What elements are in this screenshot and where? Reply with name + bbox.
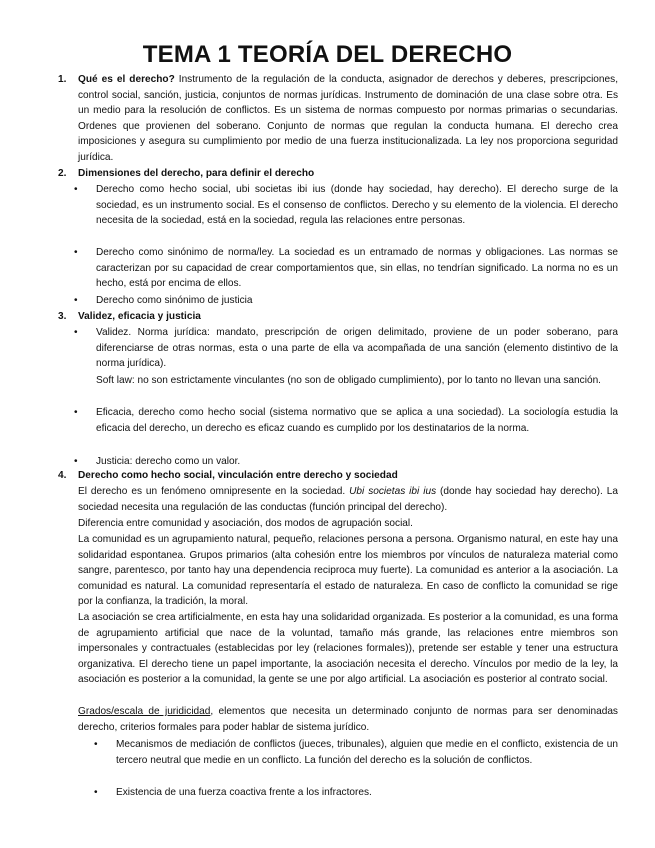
bullet-item [74, 293, 618, 309]
section-number: 4. [58, 470, 67, 481]
paragraph: Diferencia entre comunidad y asociación, dos modos de agrupación social. [78, 518, 413, 529]
bullet-icon: • [74, 247, 78, 258]
softlaw-text: Soft law: no son estrictamente vinculantes (no son de obligado cumplimiento), por lo tanto no llevan una sanción. [96, 375, 601, 386]
section-number: 3. [58, 311, 67, 322]
bullet-icon: • [74, 407, 78, 418]
bullet-item [94, 737, 618, 768]
latin-phrase: Ubi societas ibi ius [349, 486, 437, 497]
softlaw-note [96, 373, 618, 389]
document-title: TEMA 1 TEORÍA DEL DERECHO [142, 41, 513, 68]
paragraph-text: (donde hay sociedad hay derecho). La sociedad necesita una regulación de las conductas (función principal del derecho). [78, 486, 618, 513]
bullet-item [94, 785, 618, 801]
bullet-text: Validez. Norma jurídica: mandato, prescripción de origen delimitado, proviene de un poder soberano, para diferenciarse de otras normas, esta o una parte de ella va acompañada de una sanción (elemento distintivo de la norma jurídica). [96, 327, 618, 370]
bullet-icon: • [74, 456, 78, 467]
bullet-text: Mecanismos de mediación de conflictos (jueces, tribunales), alguien que medie en el conflicto, existencia de un tercero neutral que medie en un conflicto. La función del derecho es la solución de conflictos. [116, 739, 618, 766]
bullet-text: Existencia de una fuerza coactiva frente a los infractores. [116, 787, 372, 798]
bullet-icon: • [94, 739, 98, 750]
bullet-item [74, 182, 618, 229]
paragraph: La asociación se crea artificialmente, en esta hay una solidaridad organizada. Es posterior a la comunidad, es una forma de agrupamiento artificial que nace de la voluntad, tamaño más grande, las relaciones entre miembros son impersonales y contractuales (establecidas por ley (relaciones formales)), pretende ser estable y tener una estructura organizativa. El derecho tiene un papel importante, la asociación necesita el derecho. Vínculos por medio de la ley, la asociación es posterior a la comunidad, la gente se une por algo artificial. La asociación es posterior al contrato social. [78, 612, 618, 686]
bullet-text: Eficacia, derecho como hecho social (sistema normativo que se aplica a una sociedad). La sociología estudia la eficacia del derecho, un derecho es eficaz cuando es cumplido por los destinatarios de la norma. [96, 407, 618, 434]
paragraph [78, 704, 618, 735]
section-heading: Validez, eficacia y justicia [78, 311, 201, 322]
bullet-item [74, 405, 618, 436]
bullet-item [74, 325, 618, 372]
bullet-text: Derecho como sinónimo de justicia [96, 295, 253, 306]
section-heading: Derecho como hecho social, vinculación entre derecho y sociedad [78, 470, 398, 481]
section-1-text: Instrumento de la regulación de la conducta, asignador de derechos y deberes, prescripciones, control social, sanción, justicia, conjuntos de normas jurídicas. Instrumento de dominación de una clase sobre otra. Es un medio para la resolución de conflictos. Es un sistema de normas compuesto por normas primarias o secundarias. Ordenes que provienen del soberano. Conjunto de normas que regulan la conducta humana. El derecho crea imposiciones y asegura su cumplimiento por medio de una fuerza institucionalizada. La ley nos proporciona seguridad jurídica. [78, 74, 619, 163]
section-1-body [78, 72, 618, 166]
bullet-item [74, 245, 618, 292]
bullet-text: Derecho como hecho social, ubi societas ibi ius (donde hay sociedad, hay derecho). El derecho surge de la sociedad, es un instrumento social. Es el consenso de conflictos. Derecho y su elemento de la violencia. El derecho necesita de la sociedad, está en la sociedad, regula las relaciones entre personas. [96, 184, 618, 227]
bullet-text: Justicia: derecho como un valor. [96, 456, 241, 467]
bullet-icon: • [94, 787, 98, 798]
bullet-icon: • [74, 184, 78, 195]
section-1-lead: Qué es el derecho? [78, 74, 175, 85]
paragraph [78, 484, 618, 515]
bullet-icon: • [74, 295, 78, 306]
paragraph: La comunidad es un agrupamiento natural, pequeño, relaciones persona a persona. Organismo natural, en este hay una solidaridad espontanea. Grupos primarios (alta cohesión entre los miembros por vínculos de naturaleza material como sangre, parentesco, por tanto hay una dependencia reciproca muy fuerte). La comunidad es anterior a la asociación. La comunidad es natural. La comunidad representaría el estado de naturaleza. En caso de conflicto la comunidad se rige por la confianza, la tradición, la moral. [78, 534, 618, 608]
bullet-icon: • [74, 327, 78, 338]
section-number: 2. [58, 168, 67, 179]
underlined-term: Grados/escala de juridicidad [78, 706, 211, 717]
paragraph-text: El derecho es un fenómeno omnipresente en la sociedad. [78, 486, 350, 497]
section-number: 1. [58, 74, 67, 85]
paragraph-text: , elementos que necesita un determinado conjunto de normas para ser denominadas derecho, criterios formales para poder hablar de sistema jurídico. [78, 706, 618, 733]
bullet-text: Derecho como sinónimo de norma/ley. La sociedad es un entramado de normas y obligaciones. Las normas se caracterizan por su capacidad de crear comportamientos que, sin ellas, no tendrían significado. La norma no es un hecho, está por encima de ellos. [96, 247, 618, 290]
section-heading: Dimensiones del derecho, para definir el derecho [78, 168, 315, 179]
